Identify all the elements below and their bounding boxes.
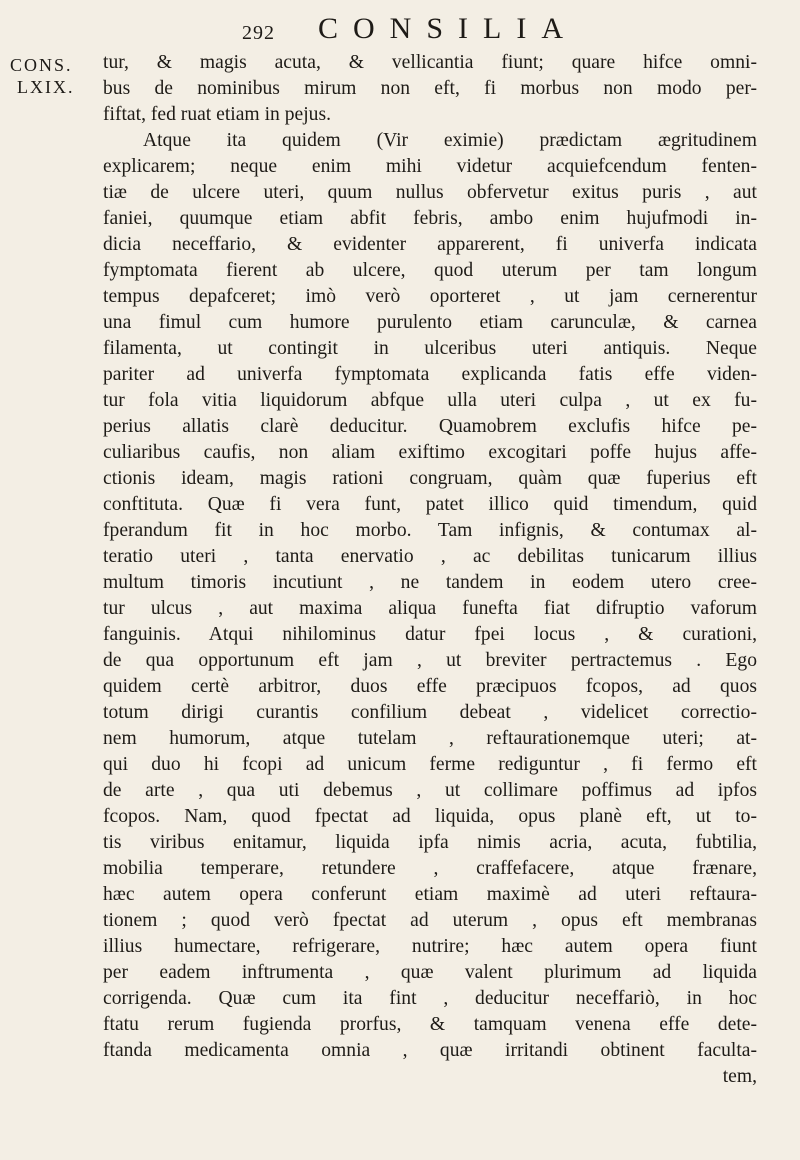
text-line: perius allatis clarè deducitur. Quamobrem exclufis hifce pe-: [103, 416, 757, 437]
text-line: corrigenda. Quæ cum ita fint , deducitur neceffariò, in hoc: [103, 988, 757, 1009]
running-title: CONSILIA: [318, 12, 578, 45]
page-header: [0, 10, 800, 50]
text-line: tiæ de ulcere uteri, quum nullus obfervetur exitus puris , aut: [103, 182, 757, 203]
text-line: tis viribus enitamur, liquida ipfa nimis acria, acuta, fubtilia,: [103, 832, 757, 853]
text-line: Atque ita quidem (Vir eximie) prædictam ægritudinem: [143, 130, 757, 151]
text-line: culiaribus caufis, non aliam exiftimo excogitari poffe hujus affe-: [103, 442, 757, 463]
page-number: 292: [242, 22, 275, 44]
text-line: ftatu rerum fugienda prorfus, & tamquam venena effe dete-: [103, 1014, 757, 1035]
text-line: mobilia temperare, retundere , craffefacere, atque frænare,: [103, 858, 757, 879]
text-line: de qua opportunum eft jam , ut breviter pertractemus . Ego: [103, 650, 757, 671]
text-line: nem humorum, atque tutelam , reftaurationemque uteri; at-: [103, 728, 757, 749]
text-line: tur ulcus , aut maxima aliqua funefta fiat difruptio vaforum: [103, 598, 757, 619]
text-line: de arte , qua uti debemus , ut collimare poffimus ad ipfos: [103, 780, 757, 801]
text-line: tur, & magis acuta, & vellicantia fiunt; quare hifce omni-: [103, 52, 757, 73]
text-line: ftanda medicamenta omnia , quæ irritandi obtinent faculta-: [103, 1040, 757, 1061]
text-line: fiftat, fed ruat etiam in pejus.: [103, 104, 331, 125]
text-line: fcopos. Nam, quod fpectat ad liquida, opus planè eft, ut to-: [103, 806, 757, 827]
text-line: teratio uteri , tanta enervatio , ac debilitas tunicarum illius: [103, 546, 757, 567]
text-line: fymptomata fierent ab ulcere, quod uterum per tam longum: [103, 260, 757, 281]
text-line: illius humectare, refrigerare, nutrire; hæc autem opera fiunt: [103, 936, 757, 957]
text-line: qui duo hi fcopi ad unicum ferme rediguntur , fi fermo eft: [103, 754, 757, 775]
text-line: pariter ad univerfa fymptomata explicanda fatis effe viden-: [103, 364, 757, 385]
text-line: multum timoris incutiunt , ne tandem in eodem utero cree-: [103, 572, 757, 593]
text-line: ctionis ideam, magis rationi congruam, quàm quæ fuperius eft: [103, 468, 757, 489]
text-line: tempus depafceret; imò verò oporteret , ut jam cernerentur: [103, 286, 757, 307]
text-line: quidem certè arbitror, duos effe præcipuos fcopos, ad quos: [103, 676, 757, 697]
text-line: dicia neceffario, & evidenter apparerent, fi univerfa indicata: [103, 234, 757, 255]
text-line: explicarem; neque enim mihi videtur acquiefcendum fenten-: [103, 156, 757, 177]
text-line: hæc autem opera conferunt etiam maximè ad uteri reftaura-: [103, 884, 757, 905]
text-line: totum dirigi curantis confilium debeat , videlicet correctio-: [103, 702, 757, 723]
margin-note: [10, 54, 90, 98]
text-line: tem,: [722, 1066, 757, 1087]
text-line: fperandum fit in hoc morbo. Tam infignis, & contumax al-: [103, 520, 757, 541]
text-line: tur fola vitia liquidorum abfque ulla uteri culpa , ut ex fu-: [103, 390, 757, 411]
text-line: faniei, quumque etiam abfit febris, ambo enim hujufmodi in-: [103, 208, 757, 229]
margin-note-line: CONS.: [10, 55, 73, 75]
text-line: una fimul cum humore purulento etiam carunculæ, & carnea: [103, 312, 757, 333]
text-line: conftituta. Quæ fi vera funt, patet illico quid timendum, quid: [103, 494, 757, 515]
margin-note-line: LXIX.: [17, 77, 75, 97]
text-line: tionem ; quod verò fpectat ad uterum , opus eft membranas: [103, 910, 757, 931]
text-line: bus de nominibus mirum non eft, fi morbus non modo per-: [103, 78, 757, 99]
text-line: per eadem inftrumenta , quæ valent plurimum ad liquida: [103, 962, 757, 983]
text-line: filamenta, ut contingit in ulceribus uteri antiquis. Neque: [103, 338, 757, 359]
body-text: [103, 50, 757, 1090]
text-line: fanguinis. Atqui nihilominus datur fpei locus , & curationi,: [103, 624, 757, 645]
